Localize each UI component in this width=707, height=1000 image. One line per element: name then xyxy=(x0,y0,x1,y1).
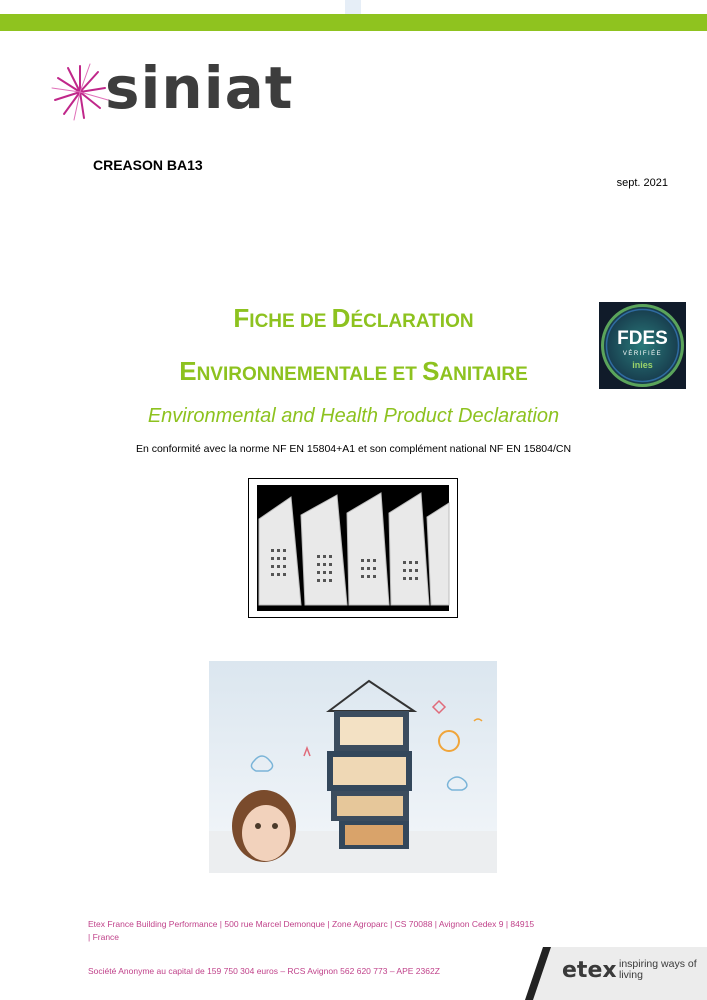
product-photo xyxy=(249,479,457,617)
badge-inies-text: inies xyxy=(632,360,653,370)
product-name: CREASON BA13 xyxy=(93,157,203,173)
header-bar xyxy=(0,14,707,31)
document-date: sept. 2021 xyxy=(616,177,668,189)
title-line-1: FICHE DE DÉCLARATION xyxy=(233,303,474,333)
siniat-star-icon xyxy=(50,62,110,122)
fdes-badge-graphic xyxy=(599,302,686,389)
etex-tagline: inspiring ways of living xyxy=(619,958,697,981)
title-line-2: ENVIRONNEMENTALE ET SANITAIRE xyxy=(179,356,528,386)
header-notch xyxy=(345,0,361,14)
siniat-logo: siniat xyxy=(105,54,294,122)
footer-legal: Société Anonyme au capital de 159 750 304 euros – RCS Avignon 562 620 773 – APE 2362Z xyxy=(88,966,440,976)
badge-fdes-text: FDES xyxy=(617,328,668,349)
etex-logo: etex xyxy=(562,958,617,983)
subtitle: Environmental and Health Product Declaration xyxy=(147,405,560,427)
fdes-badge xyxy=(599,302,686,389)
house-illustration xyxy=(209,661,497,873)
footer-address: Etex France Building Performance | 500 rue Marcel Demonque | Zone Agroparc | CS 70088 | Avignon Cedex 9 | 84915 | France xyxy=(88,919,535,942)
badge-verified-text: VÉRIFIÉE xyxy=(622,351,663,357)
product-photo-frame xyxy=(248,478,458,618)
conformity-note: En conformité avec la norme NF EN 15804+A1 et son complément national NF EN 15804/CN xyxy=(135,443,572,455)
